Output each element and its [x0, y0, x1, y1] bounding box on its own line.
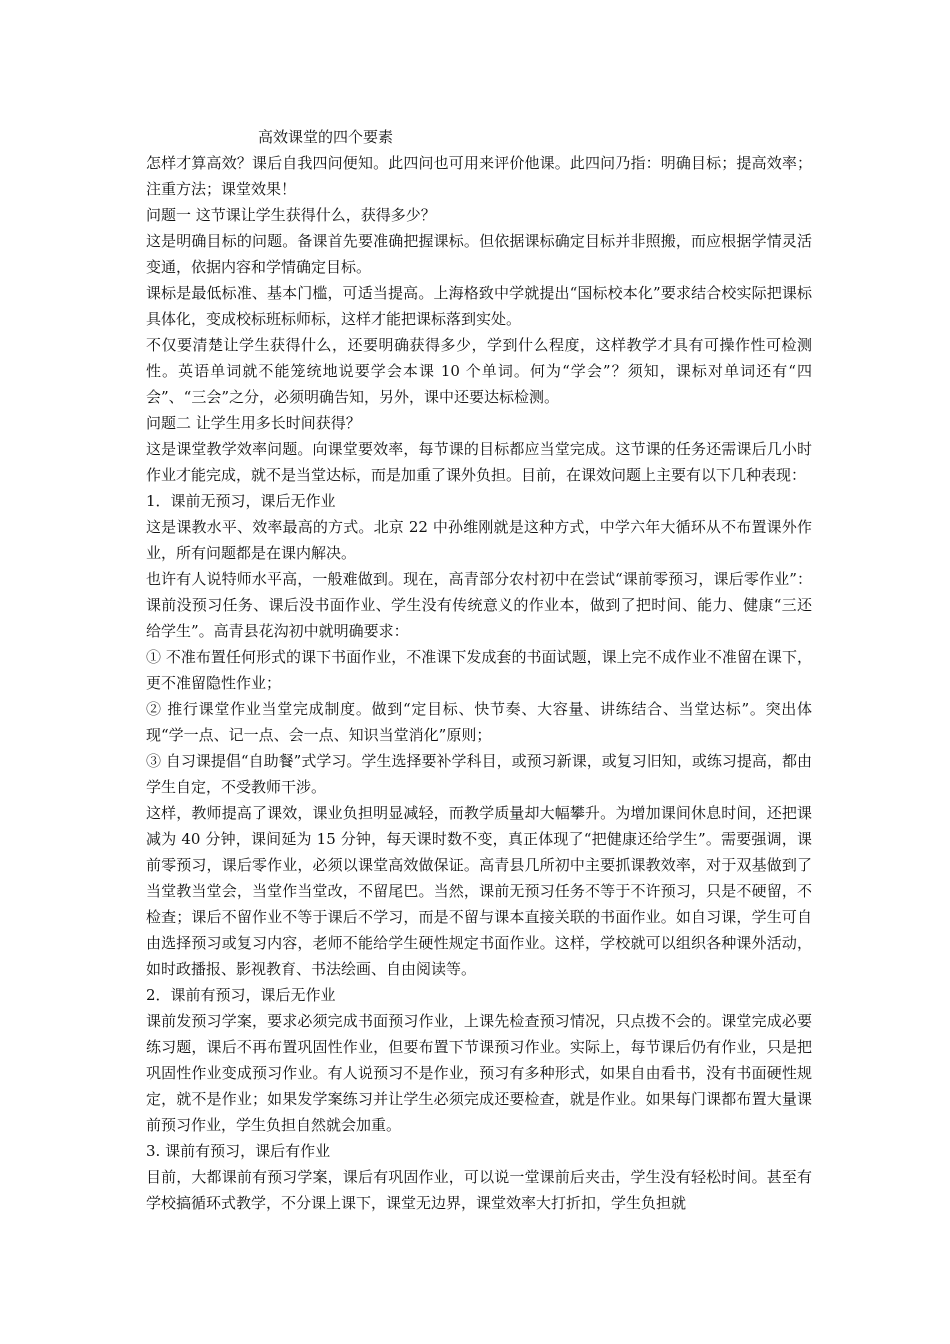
paragraph: 这是课堂教学效率问题。向课堂要效率，每节课的目标都应当堂完成。这节课的任务还需课后几小时作业才能完成，就不是当堂达标，而是加重了课外负担。目前，在课效问题上主要有以下几种表现：: [146, 440, 812, 484]
paragraph: 不仅要清楚让学生获得什么，还要明确获得多少，学到什么程度，这样教学才具有可操作性可检测性。英语单词就不能笼统地说要学会本课 10 个单词。何为“学会”？须知，课标对单词还有“四会”、“三会”之分，必须明确告知，另外，课中还要达标检测。: [146, 336, 812, 406]
list-item: ③ 自习课提倡“自助餐”式学习。学生选择要补学科目，或预习新课，或复习旧知，或练习提高，都由学生自定，不受教师干涉。: [146, 752, 812, 796]
paragraph: 也许有人说特师水平高，一般难做到。现在，高青部分农村初中在尝试“课前零预习，课后零作业”：课前没预习任务、课后没书面作业、学生没有传统意义的作业本，做到了把时间、能力、健康“三还给学生”。高青县花沟初中就明确要求：: [146, 570, 812, 640]
section-heading-3: 3. 课前有预习，课后有作业: [146, 1142, 331, 1160]
list-item: ② 推行课堂作业当堂完成制度。做到“定目标、快节奏、大容量、讲练结合、当堂达标”。突出体现“学一点、记一点、会一点、知识当堂消化”原则；: [146, 700, 812, 744]
section-heading-2: 2．课前有预习，课后无作业: [146, 986, 336, 1004]
paragraph: 这是明确目标的问题。备课首先要准确把握课标。但依据课标确定目标并非照搬，而应根据学情灵活变通，依据内容和学情确定目标。: [146, 232, 812, 276]
paragraph: 这样，教师提高了课效，课业负担明显减轻，而教学质量却大幅攀升。为增加课间休息时间，还把课减为 40 分钟，课间延为 15 分钟，每天课时数不变，真正体现了“把健康还给学生”。需要强调，课前零预习，课后零作业，必须以课堂高效做保证。高青县几所初中主要抓课教效率，对于双基做到了当堂教当堂会，当堂作当堂改，不留尾巴。当然，课前无预习任务不等于不许预习，只是不硬留，不检查；课后不留作业不等于课后不学习，而是不留与课本直接关联的书面作业。如自习课，学生可自由选择预习或复习内容，老师不能给学生硬性规定书面作业。这样，学校就可以组织各种课外活动，如时政播报、影视教育、书法绘画、自由阅读等。: [146, 804, 812, 978]
paragraph: 课前发预习学案，要求必须完成书面预习作业，上课先检查预习情况，只点拨不会的。课堂完成必要练习题，课后不再布置巩固性作业，但要布置下节课预习作业。实际上，每节课后仍有作业，只是把巩固性作业变成预习作业。有人说预习不是作业，预习有多种形式，如果自由看书，没有书面硬性规定，就不是作业；如果发学案练习并让学生必须完成还要检查，就是作业。如果每门课都布置大量课前预习作业，学生负担自然就会加重。: [146, 1012, 812, 1134]
paragraph: 目前，大都课前有预习学案，课后有巩固作业，可以说一堂课前后夹击，学生没有轻松时间。甚至有学校搞循环式教学，不分课上课下，课堂无边界，课堂效率大打折扣，学生负担就: [146, 1168, 812, 1212]
section-heading-1: 1．课前无预习，课后无作业: [146, 492, 336, 510]
document-page: [146, 124, 812, 1216]
question-one-heading: 问题一 这节课让学生获得什么，获得多少？: [146, 206, 436, 224]
paragraph: 这是课教水平、效率最高的方式。北京 22 中孙维刚就是这种方式，中学六年大循环从不布置课外作业，所有问题都是在课内解决。: [146, 518, 812, 562]
document-title: 高效课堂的四个要素: [258, 128, 394, 146]
paragraph: 课标是最低标准、基本门槛，可适当提高。上海格致中学就提出“国标校本化”要求结合校实际把课标具体化，变成校标班标师标，这样才能把课标落到实处。: [146, 284, 812, 328]
question-two-heading: 问题二 让学生用多长时间获得？: [146, 414, 361, 432]
list-item: ① 不准布置任何形式的课下书面作业，不准课下发成套的书面试题，课上完不成作业不准留在课下，更不准留隐性作业；: [146, 648, 812, 692]
paragraph-intro: 怎样才算高效？课后自我四问便知。此四问也可用来评价他课。此四问乃指：明确目标；提高效率；注重方法；课堂效果！: [146, 154, 812, 198]
